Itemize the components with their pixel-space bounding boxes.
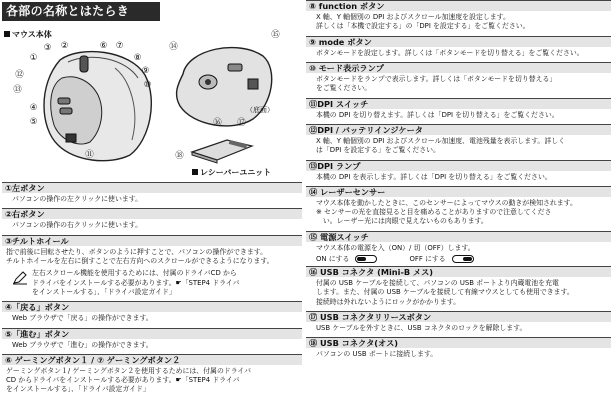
page-title: 各部の名称とはたらき (2, 2, 160, 21)
section-dpi-lamp: ⑬DPI ランプ 本機の DPI を表示します。詳しくは「DPI を切り替える」をご覧ください。 (306, 160, 611, 184)
mouse-bottom-illustration (168, 34, 278, 134)
callout-11: ⑪ (85, 150, 94, 160)
section-laser-sensor: ⑭ レーザーセンサー マウス本体を動かしたときに、このセンサーによってマウスの動きが検知されます。 ※ センサーの光を直接見ると目を痛めることがありますので注意してくださ い。レーザー光には肉眼で見えないものもあります。 (306, 186, 611, 229)
callout-1: ① (29, 53, 38, 63)
section-usb-release-button: ⑰ USB コネクタリリースボタン USB ケーブルを外すときに、USB コネクタのロックを解除します。 (306, 311, 611, 335)
section-forward-button: ⑤「進む」ボタン Web ブラウザで「進む」の操作ができます。 (2, 328, 302, 352)
receiver-label: レシーバーユニット (192, 168, 271, 178)
tilt-wheel-note: 左右スクロール機能を使用するためには、付属のドライバCD から ドライバをインストールする必要があります。☛「STEP4 ドライバ をインストールする」、「ドライバ設定ガイド」 (6, 269, 299, 297)
callout-7: ⑦ (115, 41, 124, 51)
right-column (306, 0, 611, 406)
left-column (2, 0, 302, 406)
callout-18: ⑱ (175, 151, 184, 161)
callout-9: ⑨ (141, 66, 150, 76)
pencil-note-icon (12, 271, 28, 285)
mouse-body-label: マウス本体 (4, 30, 52, 40)
callout-14: ⑭ (169, 42, 178, 52)
section-usb-male: ⑱ USB コネクタ(オス) パソコンの USB ポートに接続します。 (306, 337, 611, 361)
callout-17: ⑰ (237, 118, 246, 128)
switch-off-icon (452, 255, 474, 263)
callout-12: ⑫ (15, 70, 24, 80)
bottom-label: （底面） (246, 106, 274, 114)
section-gaming-buttons: ⑥ ゲーミングボタン１ / ⑦ ゲーミングボタン２ ゲーミングボタン１/ ゲーミングボタン２を使用するためには、付属のドライバ CD からドライバをインストールする必要があります。☛「STEP4 ドライバ をインストールする」、「ドライバ設定ガイド」 (2, 354, 302, 397)
section-mode-button: ⑨ mode ボタン ボタンモードを設定します。詳しくは「ボタンモードを切り替える」をご覧ください。 (306, 36, 611, 60)
callout-3: ③ (43, 43, 52, 53)
power-switch-diagram: ON にする OFF にする (306, 255, 611, 264)
callout-13: ⑬ (13, 85, 22, 95)
callout-2: ② (60, 41, 69, 51)
section-power-switch: ⑮ 電源スイッチ マウス本体の電源を入（ON）/ 切（OFF）します。 ON にする OFF にする (306, 231, 611, 264)
section-dpi-switch: ⑪DPI スイッチ 本機の DPI を切り替えます。詳しくは「DPI を切り替える」をご覧ください。 (306, 98, 611, 122)
section-back-button: ④「戻る」ボタン Web ブラウザで「戻る」の操作ができます。 (2, 301, 302, 325)
callout-4: ④ (29, 103, 38, 113)
switch-on-icon (355, 255, 377, 263)
section-left-button: ①左ボタン パソコンの操作の左クリックに使います。 (2, 182, 302, 206)
callout-5: ⑤ (29, 117, 38, 127)
section-dpi-battery-indicator: ⑫DPI / バッテリインジケータ X 軸、Y 軸個別の DPI およびスクロール加速度、電池残量を表示します。詳しく は「DPI を設定する」をご覧ください。 (306, 124, 611, 158)
left-sections (2, 182, 302, 399)
section-function-button: ⑧ function ボタン X 軸、Y 軸個別の DPI およびスクロール加速度を設定します。 詳しくは「本機で設定する」の「DPI を設定する」をご覧ください。 (306, 0, 611, 34)
callout-6: ⑥ (99, 41, 108, 51)
receiver-illustration (187, 134, 257, 164)
callout-10: ⑩ (143, 80, 152, 90)
callout-8: ⑧ (133, 53, 142, 63)
section-tilt-wheel: ③チルトホイール 指で前後に回転させたり、ボタンのように押すことで、パソコンの操作ができます。 チルトホイールを左右に倒すことで左右方向へのスクロールができるようになります。 左右スクロール機能を使用するためには、付属のドライバCD から ドライバをインストールする必要があります。☛「STEP4 ドライバ をインストールする」、「ドライバ設定ガイド」 (2, 235, 302, 300)
section-right-button: ②右ボタン パソコンの操作の右クリックに使います。 (2, 208, 302, 232)
callout-16: ⑯ (213, 118, 222, 128)
callout-15: ⑮ (271, 30, 280, 40)
section-mode-lamp: ⑩ モード表示ランプ ボタンモードをランプで表示します。詳しくは「ボタンモードを切り替える」 をご覧ください。 (306, 62, 611, 96)
section-usb-mini-b: ⑯ USB コネクタ (Mini-B メス) 付属の USB ケーブルを接続して、パソコンの USB ポートより内蔵電池を充電 します。また、付属の USB ケーブルを接続して有線マウスとしても使用できます。 接続時は外れないようにロックがかかります。 (306, 266, 611, 309)
